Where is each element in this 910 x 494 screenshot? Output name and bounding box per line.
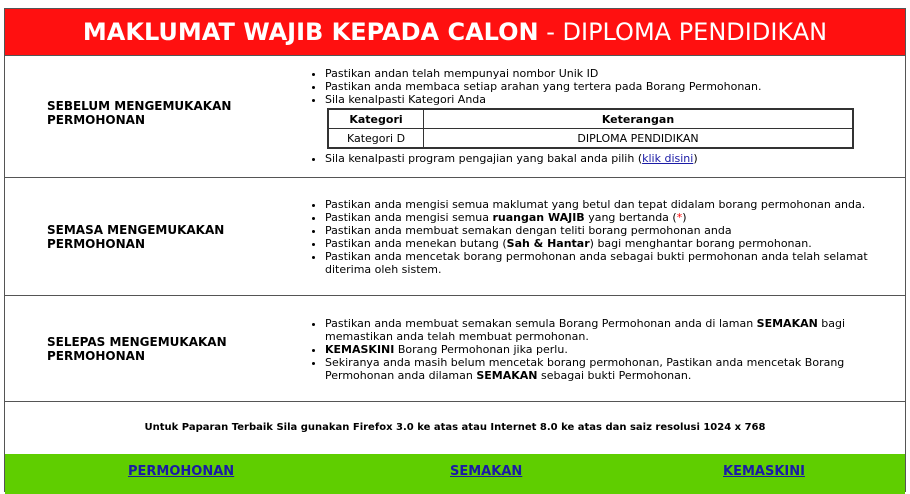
- section-body-semasa: [311, 198, 896, 276]
- list-item: [325, 93, 896, 149]
- nav-kemaskini-link[interactable]: KEMASKINI: [723, 464, 805, 479]
- list-item-text: Pastikan anda membuat semakan semula Borang Permohonan anda di laman: [325, 317, 757, 330]
- list-item-bold: KEMASKINI: [325, 343, 395, 356]
- list-item: • Pastikan anda membaca setiap arahan yang tertera pada Borang Permohonan.: [325, 80, 896, 93]
- list-item: [325, 317, 896, 343]
- klik-disini-link[interactable]: klik disini: [642, 152, 694, 165]
- list-item: • Pastikan anda membuat semakan dengan teliti borang permohonan anda: [325, 224, 896, 237]
- section-semasa: [5, 178, 905, 296]
- main-frame: [4, 8, 906, 492]
- semasa-list: [311, 198, 896, 276]
- table-header-row: [328, 109, 853, 129]
- table-header-keterangan: Keterangan: [424, 109, 854, 129]
- list-item-bold: SEMAKAN: [756, 317, 818, 330]
- list-item: [325, 237, 896, 250]
- section-sebelum: [5, 56, 905, 178]
- section-label-semasa: SEMASA MENGEMUKAKAN PERMOHONAN: [47, 223, 225, 251]
- list-item-bold: SEMAKAN: [476, 369, 538, 382]
- bottom-nav: [5, 454, 905, 494]
- nav-semakan-link[interactable]: SEMAKAN: [450, 464, 523, 479]
- list-item: [325, 356, 896, 382]
- selepas-list: [311, 317, 896, 382]
- list-item-text: sebagai bukti Permohonan.: [537, 369, 692, 382]
- list-item-text: Sila kenalpasti program pengajian yang bakal anda pilih (: [325, 152, 643, 165]
- list-item-bold: ruangan WAJIB: [492, 211, 585, 224]
- browser-recommendation-note: Untuk Paparan Terbaik Sila gunakan Firefox 3.0 ke atas atau Internet 8.0 ke atas dan saiz resolusi 1024 x 768: [5, 402, 905, 455]
- list-item-close: ): [693, 152, 698, 165]
- table-header-kategori: Kategori: [328, 109, 424, 129]
- section-label-selepas: SELEPAS MENGEMUKAKAN PERMOHONAN: [47, 335, 227, 363]
- list-item-text: bagi memastikan anda telah membuat permohonan.: [325, 317, 846, 343]
- category-table: [327, 108, 854, 149]
- list-item: • Pastikan anda mencetak borang permohonan anda sebagai bukti permohonan anda telah selamat diterima oleh sistem.: [325, 250, 896, 276]
- section-body-sebelum: [311, 67, 896, 165]
- list-item-text: yang bertanda (: [584, 211, 677, 224]
- header-title-bold: MAKLUMAT WAJIB KEPADA CALON: [82, 18, 539, 46]
- list-item-text: Pastikan anda menekan butang (: [325, 237, 507, 250]
- list-item-text: Pastikan anda mengisi semua: [325, 211, 493, 224]
- page-header: [5, 9, 905, 56]
- required-star: *: [676, 211, 683, 224]
- table-row: [328, 129, 853, 149]
- list-item-text: Sila kenalpasti Kategori Anda: [325, 93, 487, 106]
- list-item-text: Sekiranya anda masih belum mencetak borang permohonan, Pastikan anda mencetak Borang Permohonan anda dilaman: [325, 356, 845, 382]
- sebelum-list: [311, 67, 896, 165]
- list-item: [325, 211, 896, 224]
- table-cell-keterangan: DIPLOMA PENDIDIKAN: [424, 129, 854, 149]
- header-title-rest: - DIPLOMA PENDIDIKAN: [538, 18, 828, 46]
- list-item: [325, 152, 896, 165]
- nav-permohonan-link[interactable]: PERMOHONAN: [128, 464, 235, 479]
- table-cell-kategori: Kategori D: [328, 129, 424, 149]
- section-selepas: [5, 296, 905, 402]
- list-item: • Pastikan andan telah mempunyai nombor Unik ID: [325, 67, 896, 80]
- list-item: • Pastikan anda mengisi semua maklumat yang betul dan tepat didalam borang permohonan anda.: [325, 198, 896, 211]
- list-item-text: ): [682, 211, 687, 224]
- list-item-bold: Sah & Hantar: [506, 237, 590, 250]
- list-item-text: Borang Permohonan jika perlu.: [394, 343, 568, 356]
- section-body-selepas: [311, 317, 896, 382]
- list-item-text: ) bagi menghantar borang permohonan.: [589, 237, 812, 250]
- list-item: [325, 343, 896, 356]
- section-label-sebelum: SEBELUM MENGEMUKAKAN PERMOHONAN: [47, 99, 232, 127]
